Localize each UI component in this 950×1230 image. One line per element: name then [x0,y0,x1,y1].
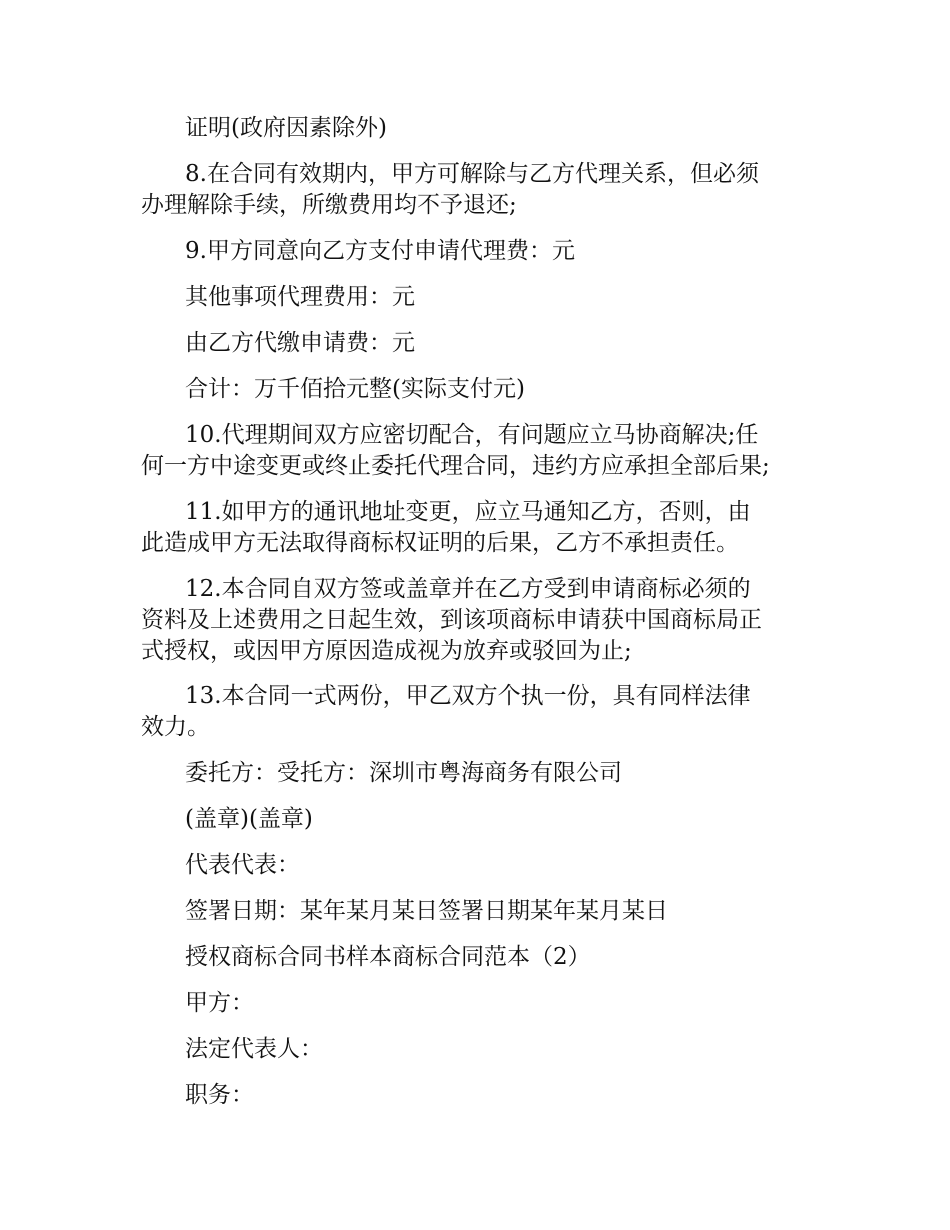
paragraph-clause-8 [141,159,831,221]
text-line: 9.甲方同意向乙方支付申请代理费：元 [185,238,575,264]
text-line: 办理解除手续，所缴费用均不予退还; [141,192,517,218]
text-line: 其他事项代理费用：元 [185,284,415,310]
text-line: 证明(政府因素除外) [185,115,387,141]
text-line: 式授权，或因甲方原因造成视为放弃或驳回为止; [141,638,632,664]
text-line: 由乙方代缴申请费：元 [185,330,415,356]
text-line: 效力。 [141,714,210,740]
text-line: 甲方： [185,990,254,1016]
text-line: 合计：万千佰拾元整(实际支付元) [185,376,525,402]
paragraph-proof-note [141,113,831,144]
paragraph-signing-date [141,896,831,927]
text-line: 职务： [185,1082,254,1108]
text-line: 何一方中途变更或终止委托代理合同，违约方应承担全部后果; [141,453,770,479]
paragraph-clause-11 [141,497,831,559]
text-line: 代表代表： [185,852,300,878]
paragraph-legal-representative [141,1034,831,1065]
text-line: 8.在合同有效期内，甲方可解除与乙方代理关系，但必须 [185,161,759,187]
text-line: 13.本合同一式两份，甲乙双方个执一份，具有同样法律 [185,683,751,709]
text-line: 签署日期：某年某月某日签署日期某年某月某日 [185,898,668,924]
text-line: 10.代理期间双方应密切配合，有问题应立马协商解决;任 [185,422,759,448]
paragraph-sample-title [141,942,831,973]
paragraph-other-fees [141,282,831,313]
paragraph-clause-13 [141,681,831,743]
text-line: 此造成甲方无法取得商标权证明的后果，乙方不承担责任。 [141,530,739,556]
paragraph-application-fee [141,328,831,359]
paragraph-position [141,1080,831,1111]
text-line: 11.如甲方的通讯地址变更，应立马通知乙方，否则，由 [185,499,751,525]
paragraph-clause-12 [141,574,831,667]
paragraph-total [141,374,831,405]
text-line: 委托方：受托方：深圳市粤海商务有限公司 [185,760,622,786]
text-line: 12.本合同自双方签或盖章并在乙方受到申请商标必须的 [185,576,751,602]
paragraph-representatives [141,850,831,881]
paragraph-party-a [141,988,831,1019]
text-line: 资料及上述费用之日起生效，到该项商标申请获中国商标局正 [141,607,762,633]
paragraph-clause-9 [141,236,831,267]
paragraph-seal [141,804,831,835]
text-line: 授权商标合同书样本商标合同范本（2） [185,944,591,970]
text-line: 法定代表人： [185,1036,323,1062]
text-line: (盖章)(盖章) [185,806,313,832]
paragraph-parties [141,758,831,789]
paragraph-clause-10 [141,420,831,482]
